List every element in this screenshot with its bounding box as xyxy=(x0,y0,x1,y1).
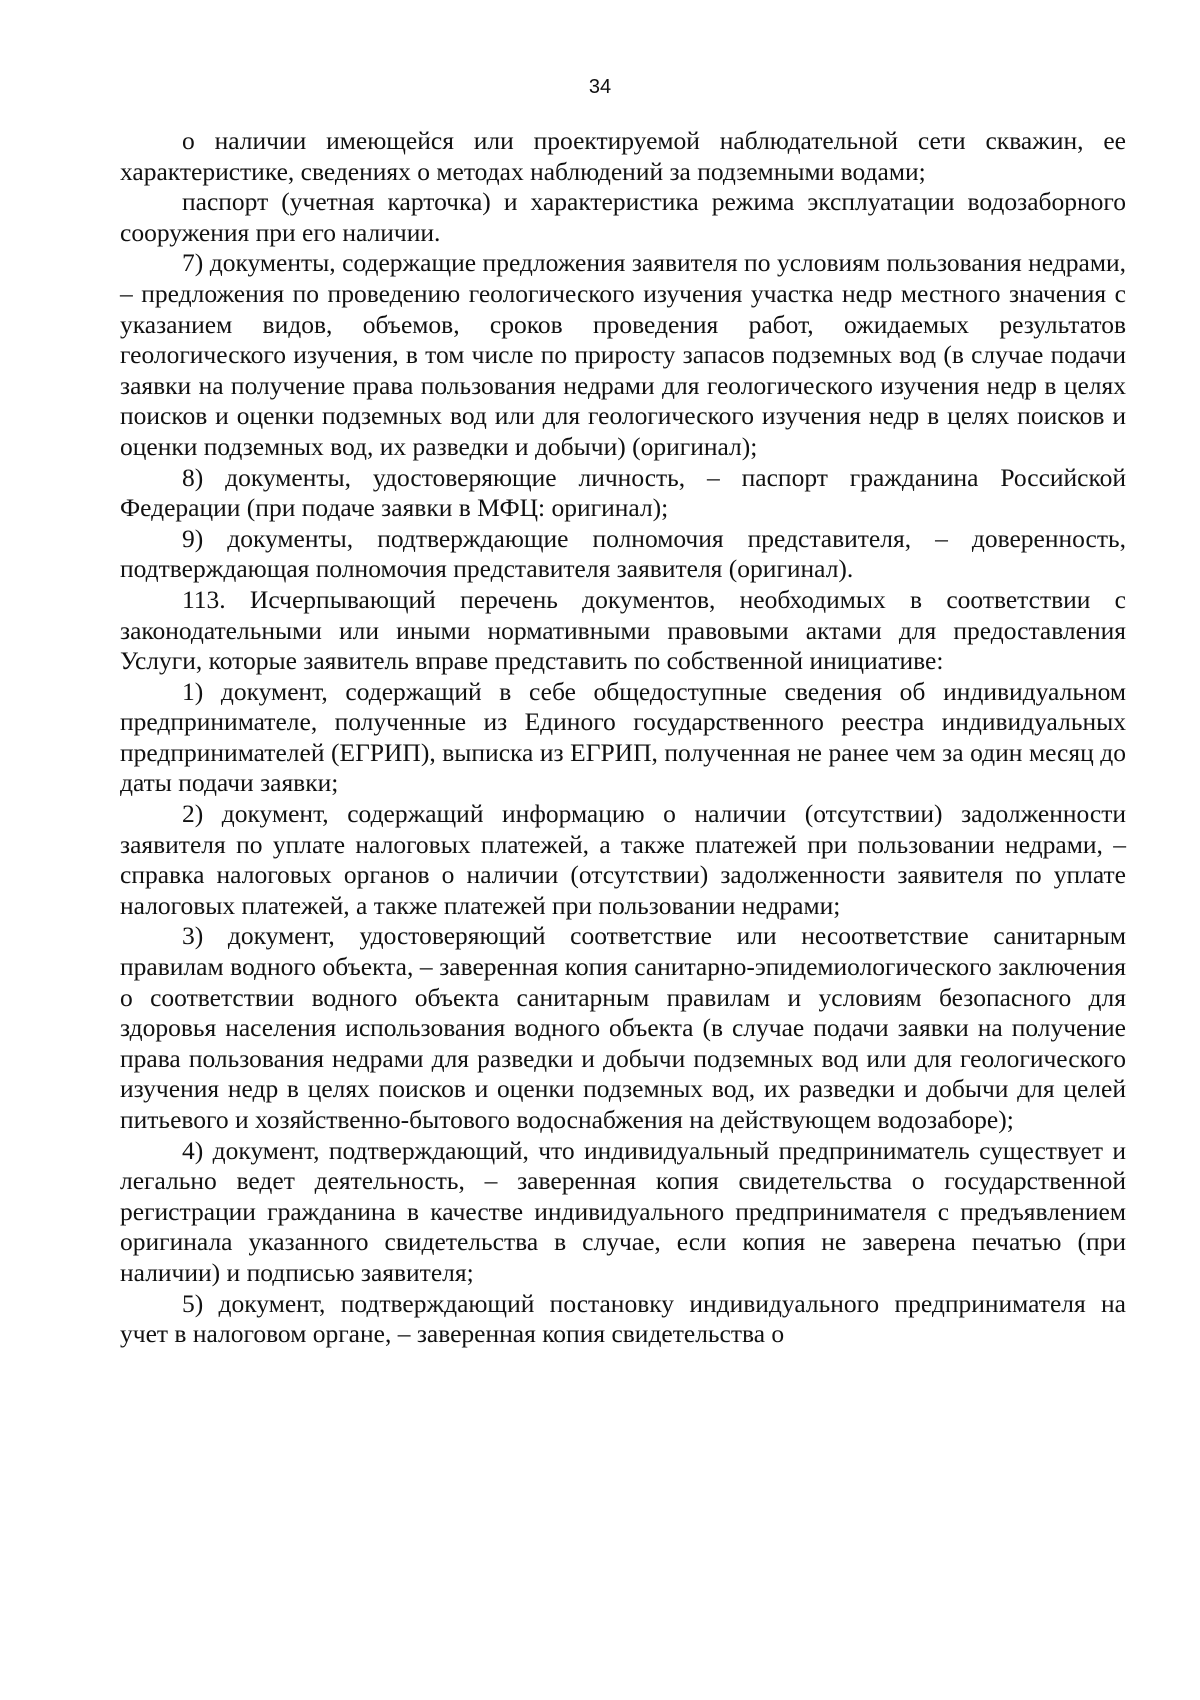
paragraph-113-item-1: 1) документ, содержащий в себе общедоступные сведения об индивидуальном предпринимателе, полученные из Единого государственного реестра индивидуальных предпринимателей (ЕГРИП), выписка из ЕГРИП, полученная не ранее чем за один месяц до даты подачи заявки; xyxy=(120,676,1126,798)
paragraph-113-item-3: 3) документ, удостоверяющий соответствие или несоответствие санитарным правилам водного объекта, – заверенная копия санитарно-эпидемиологического заключения о соответствии водного объекта санитарным правилам и условиям безопасного для здоровья населения использования водного объекта (в случае подачи заявки на получение права пользования недрами для разведки и добычи подземных вод или для геологического изучения недр в целях поисков и оценки подземных вод, их разведки и добычи для целей питьевого и хозяйственно-бытового водоснабжения на действующем водозаборе); xyxy=(120,921,1126,1134)
paragraph-item-9: 9) документы, подтверждающие полномочия представителя, – доверенность, подтверждающая полномочия представителя заявителя (оригинал). xyxy=(120,523,1126,584)
paragraph-observation-network: о наличии имеющейся или проектируемой наблюдательной сети скважин, ее характеристике, сведениях о методах наблюдений за подземными водами; xyxy=(120,126,1126,186)
document-body xyxy=(120,126,1126,1350)
paragraph-passport-card: паспорт (учетная карточка) и характеристика режима эксплуатации водозаборного сооружения при его наличии. xyxy=(120,187,1126,247)
paragraph-113-item-2: 2) документ, содержащий информацию о наличии (отсутствии) задолженности заявителя по уплате налоговых платежей, а также платежей при пользовании недрами, – справка налоговых органов о наличии (отсутствии) задолженности заявителя по уплате налоговых платежей, а также платежей при пользовании недрами; xyxy=(120,799,1126,920)
page-number: 34 xyxy=(588,76,612,98)
paragraph-section-113: 113. Исчерпывающий перечень документов, необходимых в соответствии с законодательными или иными нормативными правовыми актами для предоставления Услуги, которые заявитель вправе представить по собственной инициативе: xyxy=(120,584,1126,676)
paragraph-113-item-4: 4) документ, подтверждающий, что индивидуальный предприниматель существует и легально ведет деятельность, – заверенная копия свидетельства о государственной регистрации гражданина в качестве индивидуального предпринимателя с предъявлением оригинала указанного свидетельства в случае, если копия не заверена печатью (при наличии) и подписью заявителя; xyxy=(120,1135,1126,1287)
paragraph-item-7: 7) документы, содержащие предложения заявителя по условиям пользования недрами, – предложения по проведению геологического изучения участка недр местного значения с указанием видов, объемов, сроков проведения работ, ожидаемых результатов геологического изучения, в том числе по приросту запасов подземных вод (в случае подачи заявки на получение права пользования недрами для геологического изучения недр в целях поисков и оценки подземных вод или для геологического изучения недр в целях поисков и оценки подземных вод, их разведки и добычи) (оригинал); xyxy=(120,248,1126,461)
paragraph-113-item-5: 5) документ, подтверждающий постановку индивидуального предпринимателя на учет в налоговом органе, – заверенная копия свидетельства о xyxy=(120,1288,1126,1349)
paragraph-item-8: 8) документы, удостоверяющие личность, – паспорт гражданина Российской Федерации (при подаче заявки в МФЦ: оригинал); xyxy=(120,462,1126,523)
